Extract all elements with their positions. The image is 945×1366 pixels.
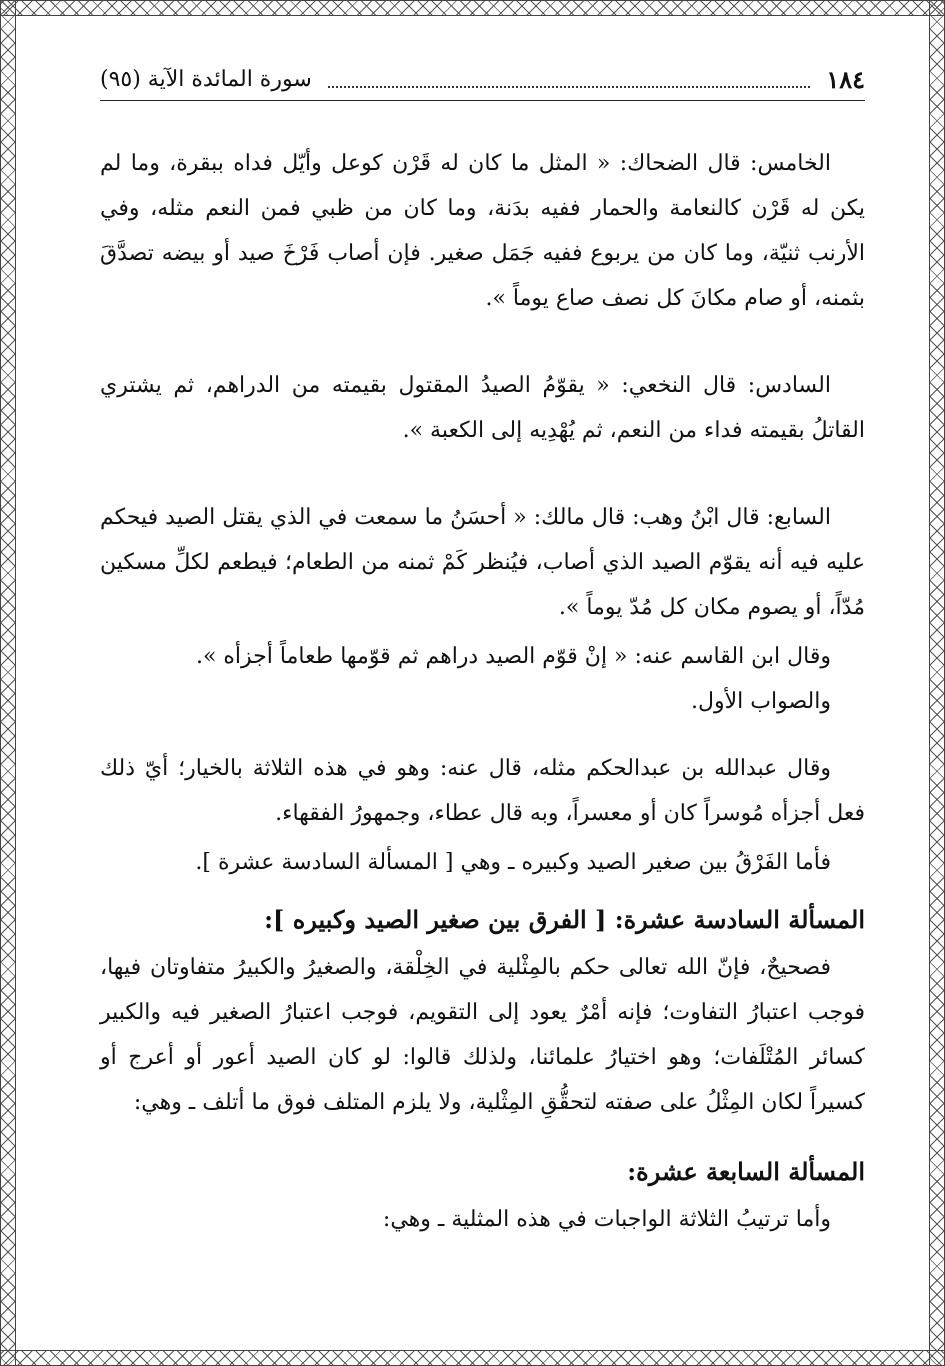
paragraph-correct-view: والصواب الأول. <box>691 689 831 714</box>
border-top <box>0 0 945 16</box>
heading-issue-sixteen: المسألة السادسة عشرة: [ الفرق بين صغير الصيد وكبيره ]: <box>264 905 865 934</box>
page-number: ١٨٤ <box>826 65 865 94</box>
border-right <box>929 0 945 1366</box>
paragraph-abdullah: وقال عبدالله بن عبدالحكم مثله، قال عنه: وهو في هذه الثلاثة بالخيار؛ أيّ ذلك فعل أجزأه مُوسراً كان أو معسراً، وبه قال عطاء، وجمهورُ الفقهاء. <box>100 756 865 826</box>
paragraph-seventh: السابع: قال ابْنُ وهب: قال مالك: « أحسَنُ ما سمعت في الذي يقتل الصيد فيحكم عليه فيه أنه يقوّم الصيد الذي أصاب، فيُنظر كَمْ ثمنه من الطعام؛ فيطعم لكلِّ مسكين مُدّاً، أو يصوم مكان كل مُدّ يوماً ». <box>100 505 865 620</box>
border-bottom <box>0 1350 945 1366</box>
book-page <box>100 60 865 1326</box>
paragraph-issue-sixteen: فصحيحٌ، فإنّ الله تعالى حكم بالمِثْلية في الخِلْقة، والصغيرُ والكبيرُ متفاوتان فيها، فوجب اعتبارُ التفاوت؛ فإنه أمْرٌ يعود إلى التقويم، فوجب اعتبارُ الصغير فيه والكبير كسائر المُتْلَفات؛ وهو اختيارُ علمائنا، ولذلك قالوا: لو كان الصيد أعور أو أعرج أو كسيراً لكان المِثْلُ على صفته لتحقُّقِ المِثْلية، ولا يلزم المتلف فوق ما أتلف ـ وهي: <box>100 955 865 1115</box>
heading-issue-seventeen: المسألة السابعة عشرة: <box>627 1157 865 1186</box>
surah-title: سورة المائدة الآية (٩٥) <box>100 67 312 92</box>
page-header <box>100 60 865 101</box>
paragraph-ibn-qasim: وقال ابن القاسم عنه: « إنْ قوّم الصيد دراهم ثم قوّمها طعاماً أجزأه ». <box>195 644 831 669</box>
paragraph-sixth: السادس: قال النخعي: « يقوّمُ الصيدُ المقتول بقيمته من الدراهم، ثم يشتري القاتلُ بقيمته فداء من النعم، ثم يُهْدِيه إلى الكعبة ». <box>100 373 865 443</box>
header-dots <box>328 72 811 88</box>
border-left <box>0 0 16 1366</box>
paragraph-fifth: الخامس: قال الضحاك: « المثل ما كان له قَرْن كوعل وأيّل فداه ببقرة، وما لم يكن له قَرْن كالنعامة والحمار ففيه بدَنة، وما كان من ظبي فمن النعم مثله، وفي الأرنب ثنيّة، وما كان من يربوع ففيه جَمَل صغير. فإن أصاب فَرْخَ صيد أو بيضه تصدَّقَ بثمنه، أو صام مكانَ كل نصف صاع يوماً ». <box>100 151 865 311</box>
paragraph-difference: فأما الفَرْقُ بين صغير الصيد وكبيره ـ وهي [ المسألة السادسة عشرة ]. <box>195 850 831 875</box>
paragraph-order: وأما ترتيبُ الثلاثة الواجبات في هذه المثلية ـ وهي: <box>382 1207 831 1232</box>
